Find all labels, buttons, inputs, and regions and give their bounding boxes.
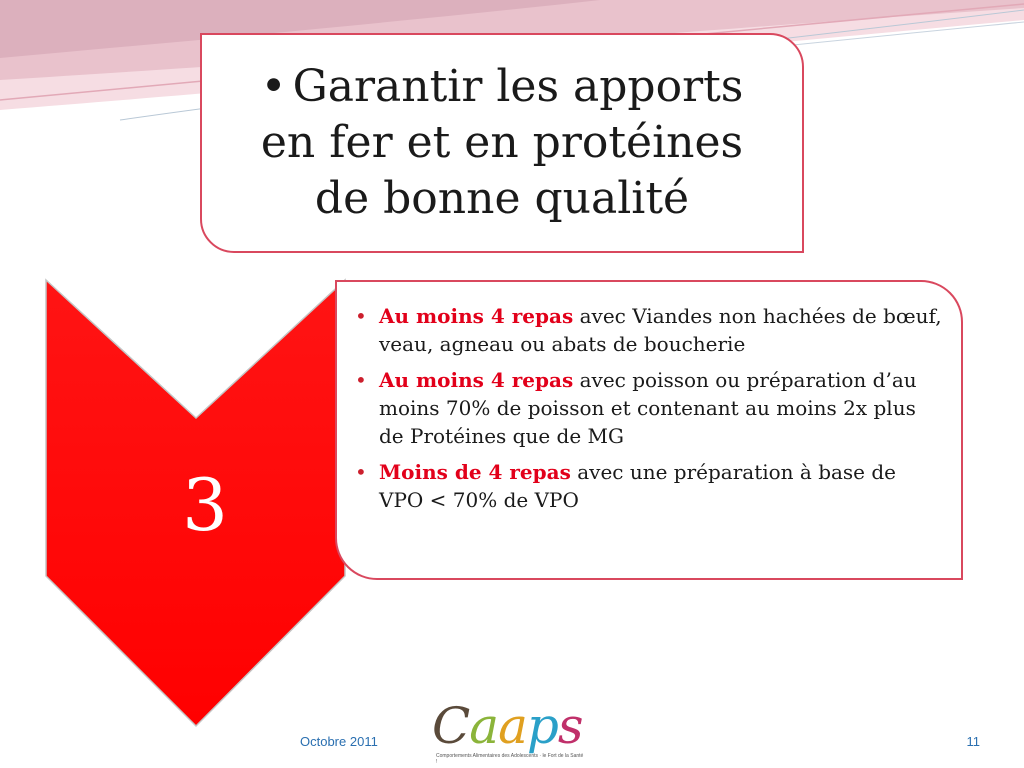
title-text — [232, 59, 772, 227]
criteria-text: avec une préparation à base de VPO < 70% de VPO — [379, 460, 897, 512]
criteria-highlight: Moins de 4 repas — [379, 460, 571, 484]
footer-date: Octobre 2011 — [300, 734, 378, 749]
criteria-item — [351, 366, 943, 450]
bullet-icon: • — [355, 304, 367, 328]
caaps-logo — [432, 697, 584, 765]
page-number: 11 — [966, 734, 980, 749]
logo-text: Caaps — [432, 697, 583, 755]
title-bullet: • — [260, 61, 287, 112]
criteria-highlight: Au moins 4 repas — [379, 368, 574, 392]
criteria-highlight: Au moins 4 repas — [379, 304, 574, 328]
title-line-3: de bonne qualité — [314, 173, 690, 224]
criteria-item — [351, 458, 943, 514]
bullet-icon: • — [355, 368, 367, 392]
criteria-text: avec poisson ou préparation d’au moins 70% de poisson et contenant au moins 2x plus de Protéines que de MG — [379, 368, 917, 448]
logo-tagline: Comportements Alimentaires des Adolescents · le Fort de la Santé ! — [436, 753, 584, 765]
criteria-box — [335, 280, 963, 580]
title-box — [200, 33, 804, 253]
title-line-2: en fer et en protéines — [260, 117, 744, 168]
criteria-text: avec Viandes non hachées de bœuf, veau, agneau ou abats de boucherie — [379, 304, 942, 356]
criteria-list — [351, 302, 943, 514]
title-line-1: Garantir les apports — [292, 61, 744, 112]
step-number: 3 — [182, 463, 228, 547]
bullet-icon: • — [355, 460, 367, 484]
criteria-item — [351, 302, 943, 358]
